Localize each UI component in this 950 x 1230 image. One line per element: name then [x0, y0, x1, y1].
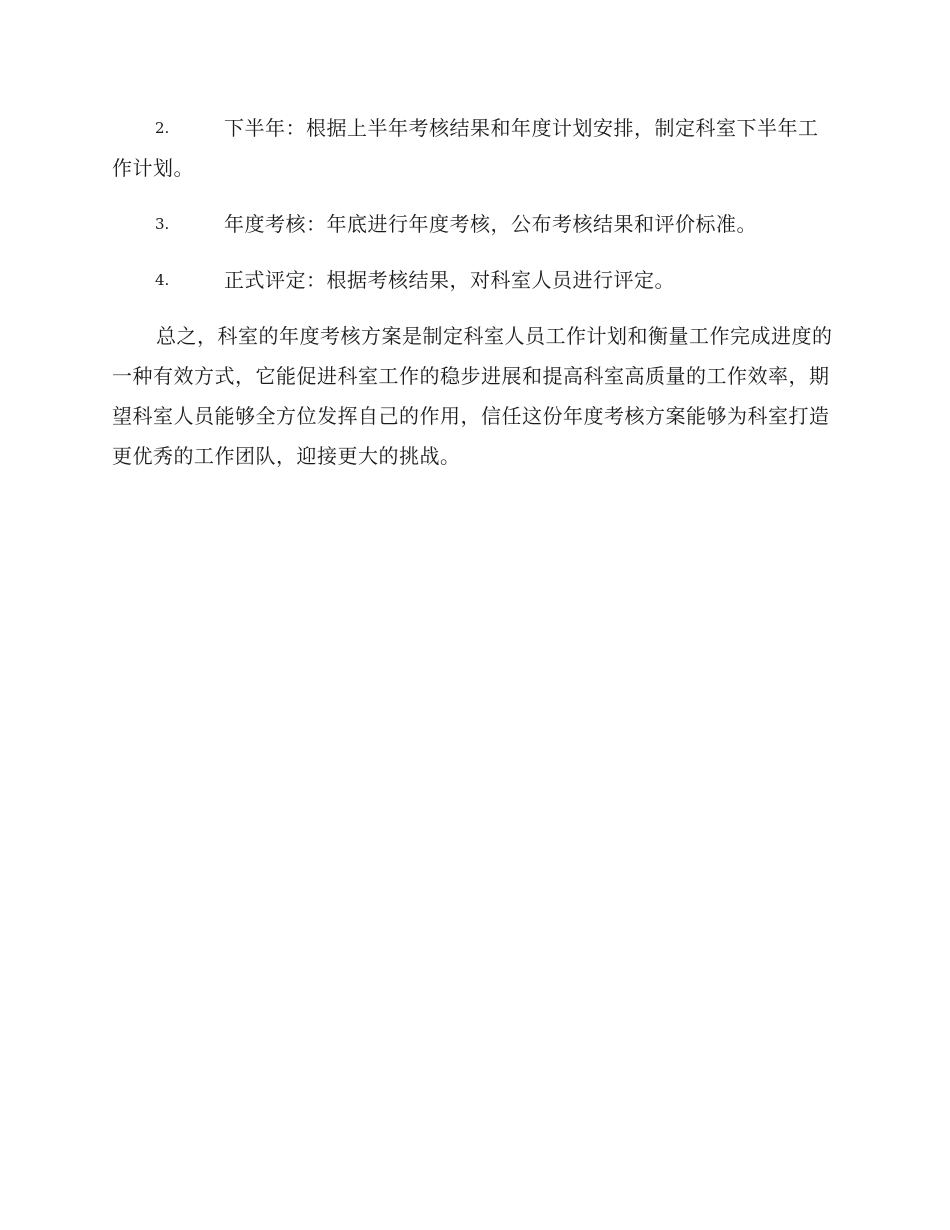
list-number: 3. [155, 215, 170, 233]
document-body [112, 108, 837, 476]
conclusion-paragraph: 总之，科室的年度考核方案是制定科室人员工作计划和衡量工作完成进度的一种有效方式，它能促进科室工作的稳步进展和提高科室高质量的工作效率，期望科室人员能够全方位发挥自己的作用，信任这份年度考核方案能够为科室打造更优秀的工作团队，迎接更大的挑战。 [112, 324, 833, 468]
list-item [112, 260, 837, 300]
list-item [112, 204, 837, 244]
list-number: 4. [155, 271, 170, 289]
list-item [112, 108, 837, 188]
list-number: 2. [155, 119, 170, 137]
list-text: 下半年：根据上半年考核结果和年度计划安排，制定科室下半年工作计划。 [112, 116, 819, 180]
list-text: 正式评定：根据考核结果，对科室人员进行评定。 [224, 268, 675, 292]
list-text: 年度考核：年底进行年度考核，公布考核结果和评价标准。 [224, 212, 757, 236]
